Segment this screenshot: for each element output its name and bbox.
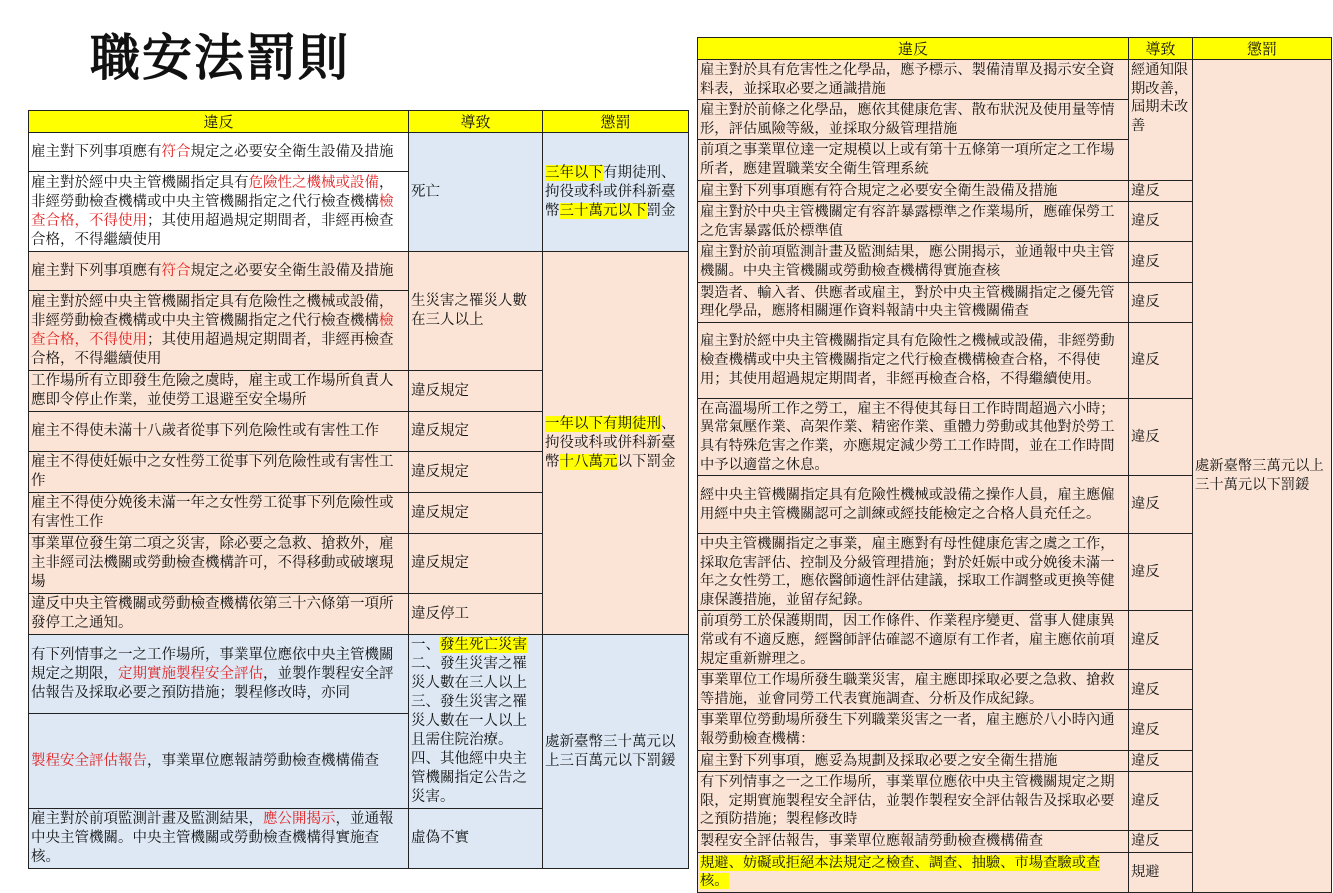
result-cell: 違反	[1129, 322, 1193, 398]
violation-cell	[698, 852, 1129, 892]
text-segment: 符合	[161, 143, 191, 160]
penalty-one-year	[543, 252, 689, 635]
table-row	[29, 252, 409, 291]
result-cell: 違反	[1129, 611, 1193, 670]
result-cell: 違反規定	[409, 412, 543, 452]
violation-cell: 有下列情事之一之工作場所，事業單位應依中央主管機關規定之期限，定期實施製程安全評估，並製作製程安全評估報告及採取必要之預防措施；製程修改時	[698, 772, 1129, 831]
table-row	[29, 371, 409, 412]
text-segment: 危險性之機械或設備	[248, 174, 379, 191]
header-result: 導致	[1129, 38, 1193, 60]
result-cell: 違反規定	[409, 452, 543, 493]
table-row	[29, 412, 409, 452]
text-segment: ，並通報中央主管機關。中央主管機關或勞動檢查機構得實施查核。	[31, 811, 394, 865]
text-segment: 規避、妨礙或拒絕本法規定之檢查、調查、抽驗、市場查驗或查核。	[700, 854, 1101, 890]
violation-cell: 在高溫場所工作之勞工，雇主不得使其每日工作時間超過六小時；異常氣壓作業、高架作業、精密作業、重體力勞動或其他對於勞工具有特殊危害之作業，亦應規定減少勞工工作時間，並在工作時間中予以適當之休息。	[698, 398, 1129, 475]
text-segment: ，並製作製程安全評估報告及採取必要之預防措施；製程修改時，亦同	[31, 665, 394, 701]
result-cell: 違反	[1129, 534, 1193, 611]
result-cell: 違反	[1129, 476, 1193, 534]
text-segment: 發生死亡災害	[440, 637, 527, 653]
text-segment: 以下罰金	[617, 453, 676, 470]
violation-cell: 前項勞工於保護期間，因工作條件、作業程序變更、當事人健康異常或有不適反應，經醫師評估確認不適原有工作者，雇主應依前項規定重新辦理之。	[698, 611, 1129, 670]
text-segment: 檢查合格，不得使用	[31, 312, 394, 348]
result-cell: 規避	[1129, 852, 1193, 892]
violation-cell: 經中央主管機關指定具有危險性機械或設備之操作人員，雇主應僱用經中央主管機關認可之訓練或經技能檢定之合格人員充任之。	[698, 476, 1129, 534]
violation-cell: 雇主對下列事項，應妥為規劃及採取必要之安全衛生措施	[698, 750, 1129, 772]
table-row	[29, 172, 409, 252]
result-cell: 違反	[1129, 772, 1193, 831]
text-segment: ；其使用超過規定期間者，非經再檢查合格，不得繼續使用	[31, 331, 394, 367]
text-segment: 三年以下	[545, 164, 603, 181]
text-segment: 違反中央主管機關或勞動檢查機構依第三十六條第一項所發停工之通知。	[31, 596, 394, 631]
violation-cell: 前項之事業單位達一定規模以上或有第十五條第一項所定之工作場所者，應建置職業安全衛生管理系統	[698, 140, 1129, 180]
violation-cell: 中央主管機關指定之事業，雇主應對有母性健康危害之虞之工作，採取危害評估、控制及分級管理措施；對於妊娠中或分娩後未滿一年之女性勞工，應依醫師適性評估建議，採取工作調整或更換等健康保護措施，並留存紀錄。	[698, 534, 1129, 611]
table-row	[29, 291, 409, 371]
result-cell: 違反	[1129, 750, 1193, 772]
violation-cell: 事業單位勞動場所發生下列職業災害之一者，雇主應於八小時內通報勞動檢查機構：	[698, 710, 1129, 750]
penalty-three-years	[543, 133, 689, 252]
text-segment: 雇主對於經中央主管機關指定具有危險性之機械或設備，非經勞動檢查機構或中央主管機關指定之代行檢查機構	[31, 293, 394, 329]
text-segment: 雇主對下列事項應有	[31, 262, 162, 279]
text-segment: 有期徒刑、拘役或科或併科新臺幣	[545, 164, 676, 219]
header-penalty: 懲罰	[543, 111, 689, 133]
result-process-list	[409, 635, 543, 809]
text-segment: 雇主不得使妊娠中之女性勞工從事下列危險性或有害性工作	[31, 454, 394, 489]
text-segment: 罰金	[646, 202, 676, 219]
result-cell: 違反	[1129, 242, 1193, 282]
header-violation: 違反	[29, 111, 409, 133]
violation-cell: 雇主對於中央主管機關定有容許暴露標準之作業場所，應確保勞工之危害暴露低於標準值	[698, 202, 1129, 242]
violation-cell: 製程安全評估報告，事業單位應報請勞動檢查機構備查	[698, 831, 1129, 853]
text-segment: ，非經勞動檢查機構或中央主管機關指定之代行檢查機構	[31, 174, 394, 210]
table-row	[29, 534, 409, 594]
page-title: 職安法罰則	[90, 28, 350, 87]
text-segment: 定期實施製程安全評估	[118, 665, 263, 682]
violation-cell: 事業單位工作場所發生職業災害，雇主應即採取必要之急救、搶救等措施，並會同勞工代表實施調查、分析及作成紀錄。	[698, 670, 1129, 710]
text-segment: 二、發生災害之罹災人數在三人以上三、發生災害之罹災人數在一人以上且需住院治療。四、其他經中央主管機關指定公告之災害。	[411, 656, 527, 805]
text-segment: 三十萬元以下	[559, 202, 647, 219]
result-cell: 違反停工	[409, 594, 543, 635]
right-penalty-table	[697, 37, 1332, 893]
table-row	[29, 635, 409, 714]
text-segment: 檢查合格，不得使用	[31, 193, 394, 229]
text-segment: 一、	[411, 637, 440, 653]
table-row	[29, 133, 409, 172]
header-result: 導致	[409, 111, 543, 133]
violation-cell: 雇主對於經中央主管機關指定具有危險性之機械或設備，非經勞動檢查機構或中央主管機關指定之代行檢查機構檢查合格，不得使用；其使用超過規定期間者，非經再檢查合格，不得繼續使用。	[698, 322, 1129, 398]
text-segment: 雇主對於經中央主管機關指定具有	[31, 174, 249, 191]
table-row	[29, 714, 409, 809]
result-cell: 違反	[1129, 398, 1193, 475]
result-injury: 生災害之罹災人數在三人以上	[409, 252, 543, 371]
text-segment: 符合	[161, 262, 191, 279]
table-row	[29, 809, 409, 869]
text-segment: ，事業單位應報請勞動檢查機構備查	[147, 752, 379, 769]
text-segment: 應公開揭示	[263, 811, 336, 827]
text-segment: 製程安全評估報告	[31, 752, 147, 769]
result-improve-cell: 經通知限期改善，屆期未改善	[1129, 60, 1193, 181]
result-death: 死亡	[409, 133, 543, 252]
text-segment: ；其使用超過規定期間者，非經再檢查合格，不得繼續使用	[31, 212, 394, 248]
table-row	[29, 594, 409, 635]
result-cell: 違反	[1129, 282, 1193, 322]
text-segment: 十八萬元	[559, 453, 618, 470]
text-segment: 、拘役或科或併科新臺幣	[545, 415, 676, 470]
header-penalty: 懲罰	[1193, 38, 1332, 60]
text-segment: 有下列情事之一之工作場所，事業單位應依中央主管機關規定之期限，	[31, 646, 394, 682]
text-segment: 事業單位發生第二項之災害，除必要之急救、搶救外，雇主非經司法機關或勞動檢查機構許可，不得移動或破壞現場	[31, 536, 394, 590]
result-cell: 違反	[1129, 180, 1193, 202]
table-row	[29, 493, 409, 534]
penalty-cell: 處新臺幣三萬元以上三十萬元以下罰鍰	[1193, 60, 1332, 893]
penalty-fine: 處新臺幣三十萬元以上三百萬元以下罰鍰	[543, 635, 689, 869]
left-penalty-table	[28, 110, 689, 869]
text-segment: 規定之必要安全衛生設備及措施	[190, 143, 394, 160]
violation-cell: 雇主對下列事項應有符合規定之必要安全衛生設備及措施	[698, 180, 1129, 202]
violation-cell: 雇主對於前項監測計畫及監測結果，應公開揭示，並通報中央主管機關。中央主管機關或勞動檢查機構得實施查核	[698, 242, 1129, 282]
result-cell: 違反	[1129, 710, 1193, 750]
text-segment: 雇主對下列事項應有	[31, 143, 162, 160]
header-violation: 違反	[698, 38, 1129, 60]
table-row	[698, 60, 1332, 100]
result-cell: 虛偽不實	[409, 809, 543, 869]
text-segment: 雇主不得使未滿十八歲者從事下列危險性或有害性工作	[31, 423, 379, 439]
result-cell: 違反規定	[409, 534, 543, 594]
text-segment: 雇主對於前項監測計畫及監測結果，	[31, 811, 263, 827]
result-cell: 違反	[1129, 831, 1193, 853]
text-segment: 一年以下有期徒刑	[545, 415, 661, 432]
result-cell: 違反規定	[409, 371, 543, 412]
violation-cell: 製造者、輸入者、供應者或雇主，對於中央主管機關指定之優先管理化學品，應將相關運作資料報請中央主管機關備查	[698, 282, 1129, 322]
violation-cell: 雇主對於前條之化學品，應依其健康危害、散布狀況及使用量等情形，評估風險等級，並採取分級管理措施	[698, 100, 1129, 140]
text-segment: 規定之必要安全衛生設備及措施	[190, 262, 394, 279]
violation-cell: 雇主對於具有危害性之化學品，應予標示、製備清單及揭示安全資料表，並採取必要之通識措施	[698, 60, 1129, 100]
text-segment: 雇主不得使分娩後未滿一年之女性勞工從事下列危險性或有害性工作	[31, 495, 394, 530]
result-cell: 違反	[1129, 670, 1193, 710]
result-cell: 違反	[1129, 202, 1193, 242]
result-cell: 違反規定	[409, 493, 543, 534]
text-segment: 工作場所有立即發生危險之虞時，雇主或工作場所負責人應即令停止作業，並使勞工退避至安全場所	[31, 373, 394, 408]
table-row	[29, 452, 409, 493]
